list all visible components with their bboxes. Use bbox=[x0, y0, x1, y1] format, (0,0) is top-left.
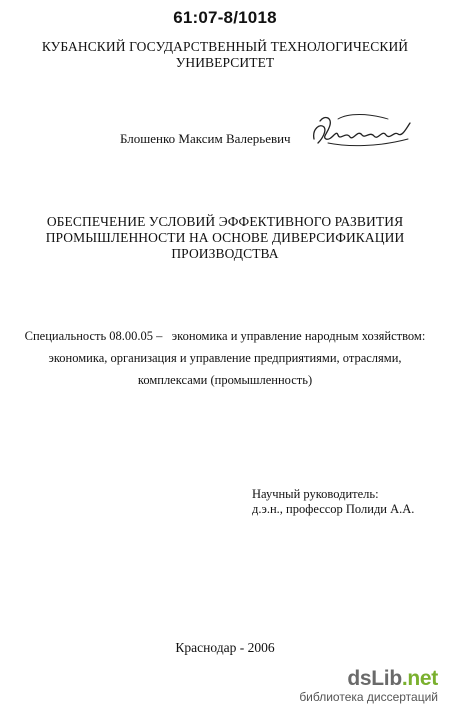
supervisor-name: д.э.н., профессор Полиди А.А. bbox=[252, 502, 415, 516]
supervisor-block bbox=[252, 487, 414, 517]
university-line-1: КУБАНСКИЙ ГОСУДАРСТВЕННЫЙ ТЕХНОЛОГИЧЕСКИЙ bbox=[41, 39, 409, 54]
specialty-line-2: экономика, организация и управление предприятиями, отраслями, bbox=[48, 351, 402, 365]
watermark-logo-main: dsLib bbox=[347, 667, 402, 690]
author-name: Блошенко Максим Валерьевич bbox=[120, 131, 291, 146]
university-line-2: УНИВЕРСИТЕТ bbox=[175, 55, 275, 70]
watermark bbox=[299, 668, 438, 704]
title-line-1: ОБЕСПЕЧЕНИЕ УСЛОВИЙ ЭФФЕКТИВНОГО РАЗВИТИЯ bbox=[46, 214, 404, 229]
university-name bbox=[0, 39, 450, 71]
specialty-block bbox=[0, 325, 450, 391]
city-year: Краснодар - 2006 bbox=[175, 640, 275, 655]
supervisor-label: Научный руководитель: bbox=[252, 487, 379, 501]
watermark-logo bbox=[299, 668, 438, 690]
watermark-logo-suffix: .net bbox=[401, 667, 438, 690]
specialty-line-3: комплексами (промышленность) bbox=[137, 373, 313, 387]
catalog-code: 61:07-8/1018 bbox=[173, 8, 277, 27]
author-signature bbox=[308, 109, 414, 157]
title-line-2: ПРОМЫШЛЕННОСТИ НА ОСНОВЕ ДИВЕРСИФИКАЦИИ bbox=[45, 230, 405, 245]
title-line-3: ПРОИЗВОДСТВА bbox=[171, 246, 279, 261]
dissertation-title bbox=[0, 214, 450, 262]
watermark-subtitle: библиотека диссертаций bbox=[299, 690, 438, 704]
specialty-line-1: Специальность 08.00.05 – экономика и управление народным хозяйством: bbox=[24, 329, 426, 343]
